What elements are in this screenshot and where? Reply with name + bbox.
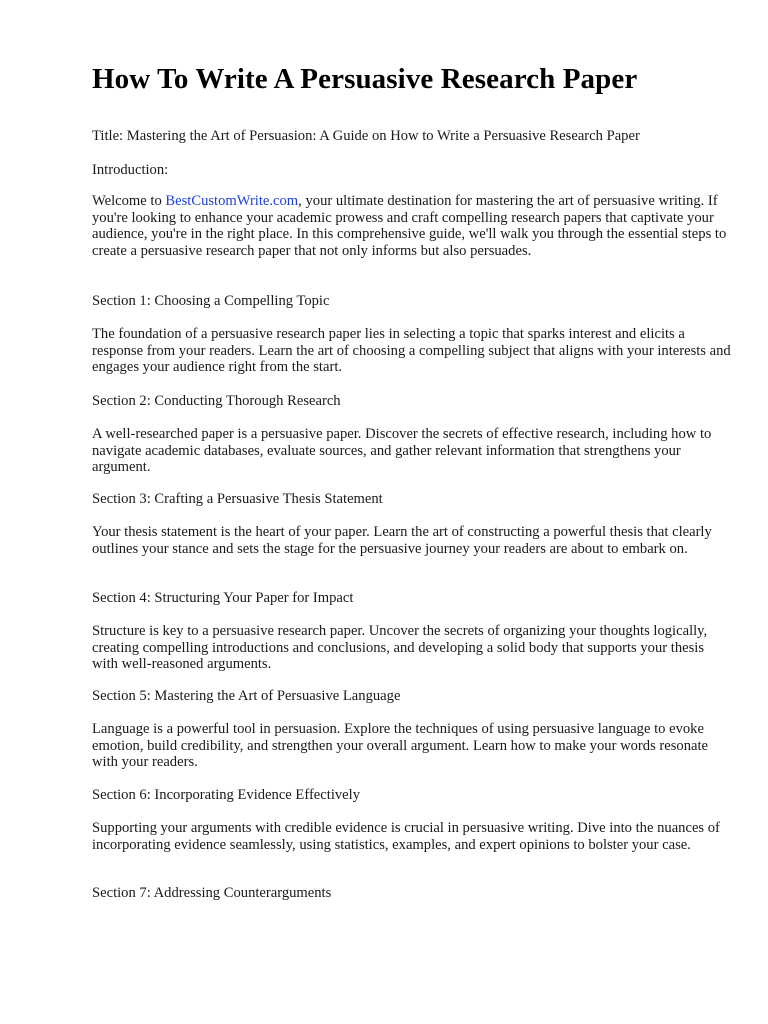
section-3-body: Your thesis statement is the heart of your paper. Learn the art of constructing a powerful thesis that clearly outlines your stance and sets the stage for the persuasive journey your readers are about to embark on. bbox=[92, 524, 712, 557]
document-title: How To Write A Persuasive Research Paper bbox=[92, 63, 638, 95]
intro-text-rest: , your ultimate destination for mastering the art of persuasive writing. If you're looking to enhance your academic prowess and craft compelling research papers that captivate your audience, you're in the right place. In this comprehensive guide, we'll walk you through the essential steps to create a persuasive research paper that not only informs but also persuades. bbox=[92, 193, 727, 259]
section-2-body: A well-researched paper is a persuasive paper. Discover the secrets of effective research, including how to navigate academic databases, evaluate sources, and gather relevant information that strengthens your argument. bbox=[92, 426, 712, 476]
section-3-heading: Section 3: Crafting a Persuasive Thesis Statement bbox=[92, 491, 383, 507]
section-5-body: Language is a powerful tool in persuasion. Explore the techniques of using persuasive language to evoke emotion, build credibility, and strengthen your overall argument. Learn how to make your words resonate with your readers. bbox=[92, 721, 709, 771]
section-1-body: The foundation of a persuasive research paper lies in selecting a topic that sparks interest and elicits a response from your readers. Learn the art of choosing a compelling subject that aligns with your interests and engages your audience right from the start. bbox=[92, 326, 731, 376]
section-4-body: Structure is key to a persuasive research paper. Uncover the secrets of organizing your thoughts logically, creating compelling introductions and conclusions, and developing a solid body that supports your thesis with well-reasoned arguments. bbox=[92, 623, 708, 673]
section-2-heading: Section 2: Conducting Thorough Research bbox=[92, 393, 341, 409]
section-4-heading: Section 4: Structuring Your Paper for Impact bbox=[92, 590, 354, 606]
intro-label: Introduction: bbox=[92, 162, 169, 178]
section-5-heading: Section 5: Mastering the Art of Persuasive Language bbox=[92, 688, 401, 704]
section-6-heading: Section 6: Incorporating Evidence Effectively bbox=[92, 787, 360, 803]
section-7-heading: Section 7: Addressing Counterarguments bbox=[92, 885, 332, 901]
bestcustomwrite-link[interactable]: BestCustomWrite.com bbox=[165, 193, 299, 209]
intro-text-start: Welcome to bbox=[92, 193, 166, 209]
document-page bbox=[92, 62, 732, 901]
intro-paragraph bbox=[92, 193, 732, 259]
section-6-body: Supporting your arguments with credible evidence is crucial in persuasive writing. Dive into the nuances of incorporating evidence seamlessly, using statistics, examples, and expert opinions to bolster your case. bbox=[92, 820, 720, 853]
document-subtitle: Title: Mastering the Art of Persuasion: A Guide on How to Write a Persuasive Research Paper bbox=[92, 128, 640, 144]
section-1-heading: Section 1: Choosing a Compelling Topic bbox=[92, 293, 330, 309]
